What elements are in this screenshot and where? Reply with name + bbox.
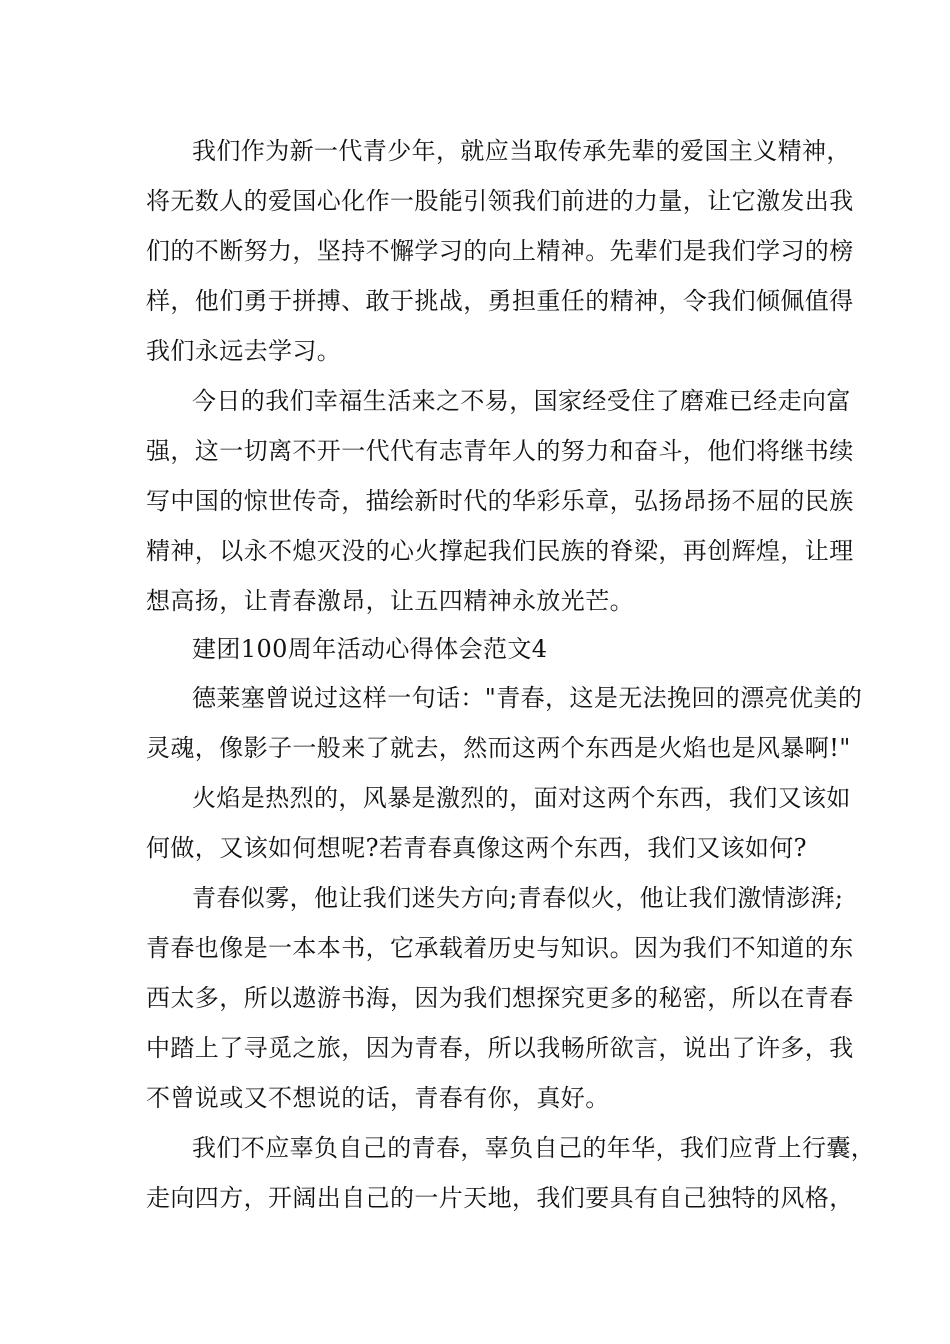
text-line: 不曾说或又不想说的话，青春有你，真好。 [146,1084,610,1112]
text-line: 今日的我们幸福生活来之不易，国家经受住了磨难已经走向富 [192,387,851,415]
text-line: 们的不断努力，坚持不懈学习的向上精神。先辈们是我们学习的榜 [146,237,854,265]
text-line: 样，他们勇于拼搏、敢于挑战，勇担重任的精神，令我们倾佩值得 [146,287,854,315]
text-line: 写中国的惊世传奇，描绘新时代的华彩乐章，弘扬昂扬不屈的民族 [146,487,854,515]
text-line: 想高扬，让青春激昂，让五四精神永放光芒。 [146,587,634,615]
text-line: 青春也像是一本本书，它承载着历史与知识。因为我们不知道的东 [146,934,854,962]
text-line: 青春似雾，他让我们迷失方向;青春似火，他让我们激情澎湃; [192,884,844,912]
text-line: 火焰是热烈的，风暴是激烈的，面对这两个东西，我们又该如 [192,784,851,812]
text-line: 何做，又该如何想呢?若青春真像这两个东西，我们又该如何? [146,834,807,862]
text-line: 中踏上了寻觅之旅，因为青春，所以我畅所欲言，说出了许多，我 [146,1034,854,1062]
text-line: 灵魂，像影子一般来了就去，然而这两个东西是火焰也是风暴啊!" [146,734,851,762]
text-line: 将无数人的爱国心化作一股能引领我们前进的力量，让它激发出我 [146,187,854,215]
section-heading: 建团100周年活动心得体会范文4 [192,635,548,663]
text-line: 我们作为新一代青少年，就应当取传承先辈的爱国主义精神， [192,137,851,165]
text-line: 我们不应辜负自己的青春，辜负自己的年华，我们应背上行囊， [192,1134,876,1162]
text-line: 精神，以永不熄灭没的心火撑起我们民族的脊梁，再创辉煌，让理 [146,537,854,565]
text-line: 我们永远去学习。 [146,337,342,365]
text-line: 强，这一切离不开一代代有志青年人的努力和奋斗，他们将继书续 [146,437,854,465]
text-line: 走向四方，开阔出自己的一片天地，我们要具有自己独特的风格， [146,1184,854,1212]
text-line: 德莱塞曾说过这样一句话："青春，这是无法挽回的漂亮优美的 [192,684,863,712]
text-line: 西太多，所以遨游书海，因为我们想探究更多的秘密，所以在青春 [146,984,854,1012]
